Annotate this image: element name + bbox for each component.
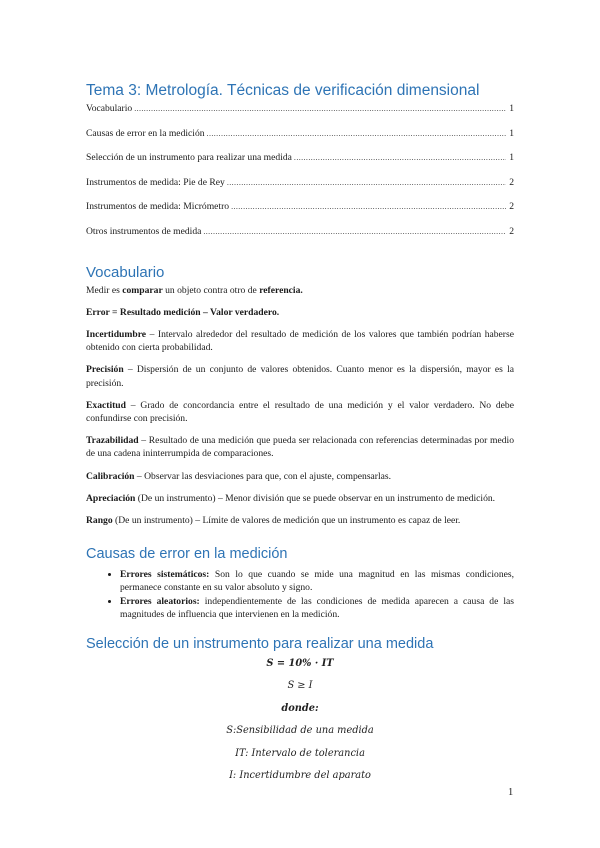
term-definition: – Intervalo alrededor del resultado de medición de los valores que también podrían haberse obtenido con cierta probabilidad.: [86, 328, 514, 354]
list-item-term: Errores aleatorios:: [120, 595, 200, 607]
formula-line: I: Incertidumbre del aparato: [229, 770, 371, 782]
toc-item[interactable]: [86, 201, 514, 213]
toc-item[interactable]: [86, 128, 514, 140]
term-definition: – Grado de concordancia entre el resultado de una medición y el valor verdadero. No debe confundirse con precisión.: [86, 399, 514, 424]
list-item-definition: independientemente de las condiciones de medida aparecen a causa de las magnitudes de influencia que intervienen en la medición.: [120, 595, 514, 620]
term-paragraph: [86, 492, 514, 505]
toc-item-page: 2: [509, 176, 514, 188]
toc-item-page: 2: [509, 201, 514, 212]
toc-item-label: Causas de error en la medición: [86, 127, 205, 139]
formula-line: IT: Intervalo de tolerancia: [235, 747, 365, 759]
toc-item-label: Instrumentos de medida: Micrómetro: [86, 201, 230, 212]
toc-item-label: Vocabulario: [86, 103, 133, 114]
list-item-term: Errores sistemáticos:: [120, 569, 210, 581]
toc-item-page: 1: [509, 127, 514, 139]
toc-item[interactable]: [86, 177, 514, 189]
toc-leader: [231, 201, 506, 213]
term-name: Exactitud: [86, 399, 126, 411]
formula-inequality: S ≥ I: [287, 680, 313, 692]
section-heading-causas: Causas de error en la medición: [86, 546, 288, 563]
list-item: [120, 595, 514, 621]
toc-leader: [227, 177, 506, 189]
term-paragraph: [86, 514, 514, 527]
formula-block: [86, 657, 514, 783]
term-definition: (De un instrumento) – Límite de valores de medición que un instrumento es capaz de leer.: [112, 514, 461, 526]
formula-text: S = 10% · IT: [266, 657, 334, 669]
term-paragraph: [86, 363, 514, 389]
intro-paragraph: [86, 284, 514, 297]
document-page: [86, 80, 514, 792]
list-item-definition: Son lo que cuando se mide una magnitud en las mismas condiciones, permanece constante en su valor absoluto y signo.: [120, 569, 515, 594]
formula-line: S:Sensibilidad de una medida: [226, 725, 374, 737]
term-name: Trazabilidad: [86, 435, 139, 447]
term-paragraph: [86, 399, 514, 425]
formula-sensitivity: [86, 657, 514, 670]
intro-bold-comparar: comparar: [122, 284, 163, 296]
term-paragraph: [86, 470, 514, 483]
toc-leader: [203, 226, 506, 238]
toc-leader: [207, 128, 506, 140]
toc-item-label: Instrumentos de medida: Pie de Rey: [86, 176, 225, 188]
causas-list: [86, 568, 514, 621]
toc-item[interactable]: [86, 103, 514, 115]
term-name: Precisión: [86, 364, 124, 376]
document-title: Tema 3: Metrología. Técnicas de verificación dimensional: [86, 82, 480, 99]
page-number: 1: [508, 787, 514, 798]
term-name: Rango: [86, 514, 113, 526]
error-definition-text: Error = Resultado medición – Valor verdadero.: [86, 306, 280, 318]
formula-text: donde:: [281, 702, 319, 714]
toc-item[interactable]: [86, 226, 514, 238]
toc-item-page: 2: [509, 225, 514, 237]
table-of-contents: [86, 103, 514, 238]
toc-item-page: 1: [509, 152, 514, 163]
term-definition: (De un instrumento) – Menor división que se puede observar en un instrumento de medición.: [135, 492, 496, 504]
term-definition: – Dispersión de un conjunto de valores obtenidos. Cuanto menor es la dispersión, mayor es la precisión.: [86, 364, 514, 389]
toc-item-label: Otros instrumentos de medida: [86, 225, 202, 237]
term-definition: – Resultado de una medición que pueda ser relacionada con referencias determinadas por medio de una cadena ininterrumpida de comparaciones.: [86, 435, 514, 460]
toc-leader: [294, 152, 506, 164]
term-name: Calibración: [86, 470, 135, 482]
section-heading-seleccion: Selección de un instrumento para realizar una medida: [86, 635, 434, 652]
term-paragraph: [86, 328, 514, 354]
error-definition: [86, 306, 514, 319]
toc-item[interactable]: [86, 152, 514, 164]
intro-text: un objeto contra otro de: [162, 284, 260, 296]
toc-leader: [134, 103, 506, 115]
term-paragraph: [86, 434, 514, 460]
formula-donde: [86, 702, 514, 715]
intro-text: Medir es: [86, 284, 123, 296]
term-name: Apreciación: [86, 492, 136, 504]
list-item: [120, 568, 514, 594]
toc-item-page: 1: [509, 103, 514, 114]
toc-item-label: Selección de un instrumento para realizar una medida: [86, 152, 292, 163]
section-heading-vocabulario: Vocabulario: [86, 263, 165, 281]
term-name: Incertidumbre: [86, 328, 147, 340]
intro-bold-referencia: referencia.: [259, 284, 303, 296]
term-definition: – Observar las desviaciones para que, con el ajuste, compensarlas.: [134, 470, 392, 482]
